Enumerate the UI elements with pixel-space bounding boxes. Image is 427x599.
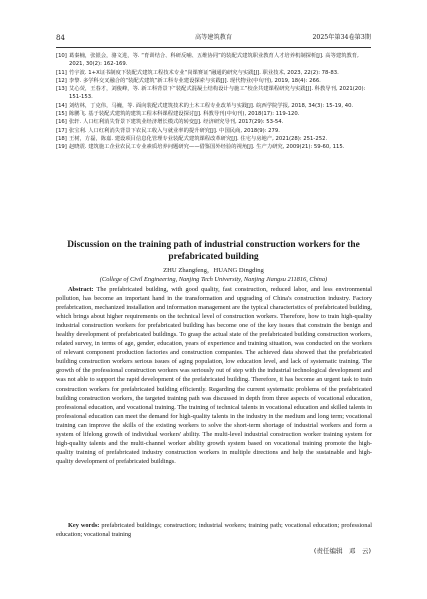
header-rule — [56, 47, 371, 48]
running-header — [56, 32, 371, 44]
abstract-label: Abstract: — [68, 286, 94, 293]
abstract-paragraph — [56, 285, 372, 466]
reference-item: [16] 张轩. 人口红利消失背景下建筑业经济增长模式的转变[J]. 经济研究导刊, 2017(29): 53-54. — [56, 119, 284, 126]
keywords-paragraph — [56, 521, 372, 539]
reference-item: [17] 张宝利. 人口红利消失背景下农民工收入与就业率的提升研究[J]. 中国民商, 2018(9): 279. — [56, 127, 280, 134]
keywords-label: Key words: — [68, 522, 100, 529]
keywords-text: prefabricated buildings; construction; industrial workers; training path; vocational education; professional education; vocational training — [56, 522, 372, 539]
author-affiliation: (College of Civil Engineering, Nanjing Tech University, Nanjing Jiangsu 211816, China) — [99, 276, 328, 283]
reference-item: [10] 葛秦楠，张银会，骆文进，等. “育训结合、科研反哺、五维协同”的装配式建筑职业教育人才培养机制探析[J]. 高等建筑教育, 2021, 30(2): 162-169. — [56, 53, 359, 68]
abstract-text: The prefabricated building, with good quality, fast construction, reduced labor, and less environmental pollution, has become an important hand in the transformation and upgrading of China's construction industry. Factory prefabrication, mechanized installation and information management are the typical characteristics of prefabricated building, which brings about higher requirements on the technical level of construction workers. Therefore, how to train high-quality industrial construction workers for prefabricated building has become one of the key issues that constrain the benign and healthy development of prefabricated buildings. To grasp the actual state of the prefabricated building construction workers, related survey, in terms of age, gender, education, years of experience and training situation, was conducted on the workers of relevant component production factories and construction companies. The achieved data showed that the prefabricated building construction workers serious issues of aging population, low education level, and lack of systematic training. The growth of the professional construction workers was seriously out of step with the industrial technological development and was not able to support the rapid development of the prefabricated building. Therefore, it has become an urgent task to train construction workers for prefabricated building efficiently. Regarding the current systematic problems of the prefabricated building construction workers, the targeted training path was discussed in depth from three aspects of vocational education, professional education, and vocational training. The training of technical talents in vocational education and skilled talents in professional education can meet the demand for high-quality talents in the industry in the medium and long term; vocational training can improve the skills of the existing workers to solve the short-term shortage of industrial workers and form a system of lifelong growth of individual workers' ability. The multi-level industrial construction worker training system for high-quality talents and the multi-channel worker ability growth system based on vocational training promote the high-quality training of prefabricated industry construction workers in multiple directions and help the sustainable and high-quality development of prefabricated buildings. — [56, 286, 372, 465]
reference-item: [14] 刘结林，丁克伟，马巍，等. 面向装配式建筑技术的土木工程专业改革与实践[J]. 皖西学院学报, 2018, 34(3): 15-19, 40. — [56, 102, 354, 109]
reference-list — [56, 52, 372, 152]
journal-name: 高等建筑教育 — [194, 34, 233, 41]
reference-item: [15] 陈鹏飞. 基于装配式建筑的建筑工程本科课程建设探讨[J]. 科教导刊(中旬刊), 2018(17): 119-120. — [56, 111, 300, 118]
issue-info: 2025年第34卷第3期 — [312, 34, 371, 41]
reference-item: [13] 艾心荧，王春才，刘俊峰，等. 新工科背景下“装配式混凝土结构设计与施工”校企共建课程研究与实践[J]. 科教导刊, 2021(20): 151-153. — [56, 86, 366, 101]
reference-item: [11] 竹宇波. 1+X证书制度下装配式建筑工程技术专业“岗课赛证”融通的研究与实践[J]. 职业技术, 2023, 22(2): 78-83. — [56, 69, 339, 76]
page-number: 84 — [56, 34, 65, 42]
author-names: ZHU Zhangfeng，HUANG Dingding — [163, 267, 264, 274]
english-title: Discussion on the training path of industrial construction workers for the prefabricated building — [67, 240, 360, 262]
reference-item: [19] 赵晓震. 建筑施工企业农民工专业素质培养问题研究——借鉴国外经验的视角[J]. 生产力研究, 2009(21): 59-60, 115. — [56, 144, 345, 151]
reference-item: [12] 李黎. 多学科交叉融合的“装配式建筑”新工科专业建设探索与实践[J]. 现代物业(中旬刊), 2019, 18(4): 266. — [56, 77, 321, 84]
editor-note: (责任编辑 邓 云) — [313, 547, 371, 555]
reference-item: [18] 王树，方磊，陈嘉. 建设项目信息化管理专业装配式建筑课程改革研究[J]. 住宅与房地产, 2021(28): 251-252. — [56, 135, 328, 142]
